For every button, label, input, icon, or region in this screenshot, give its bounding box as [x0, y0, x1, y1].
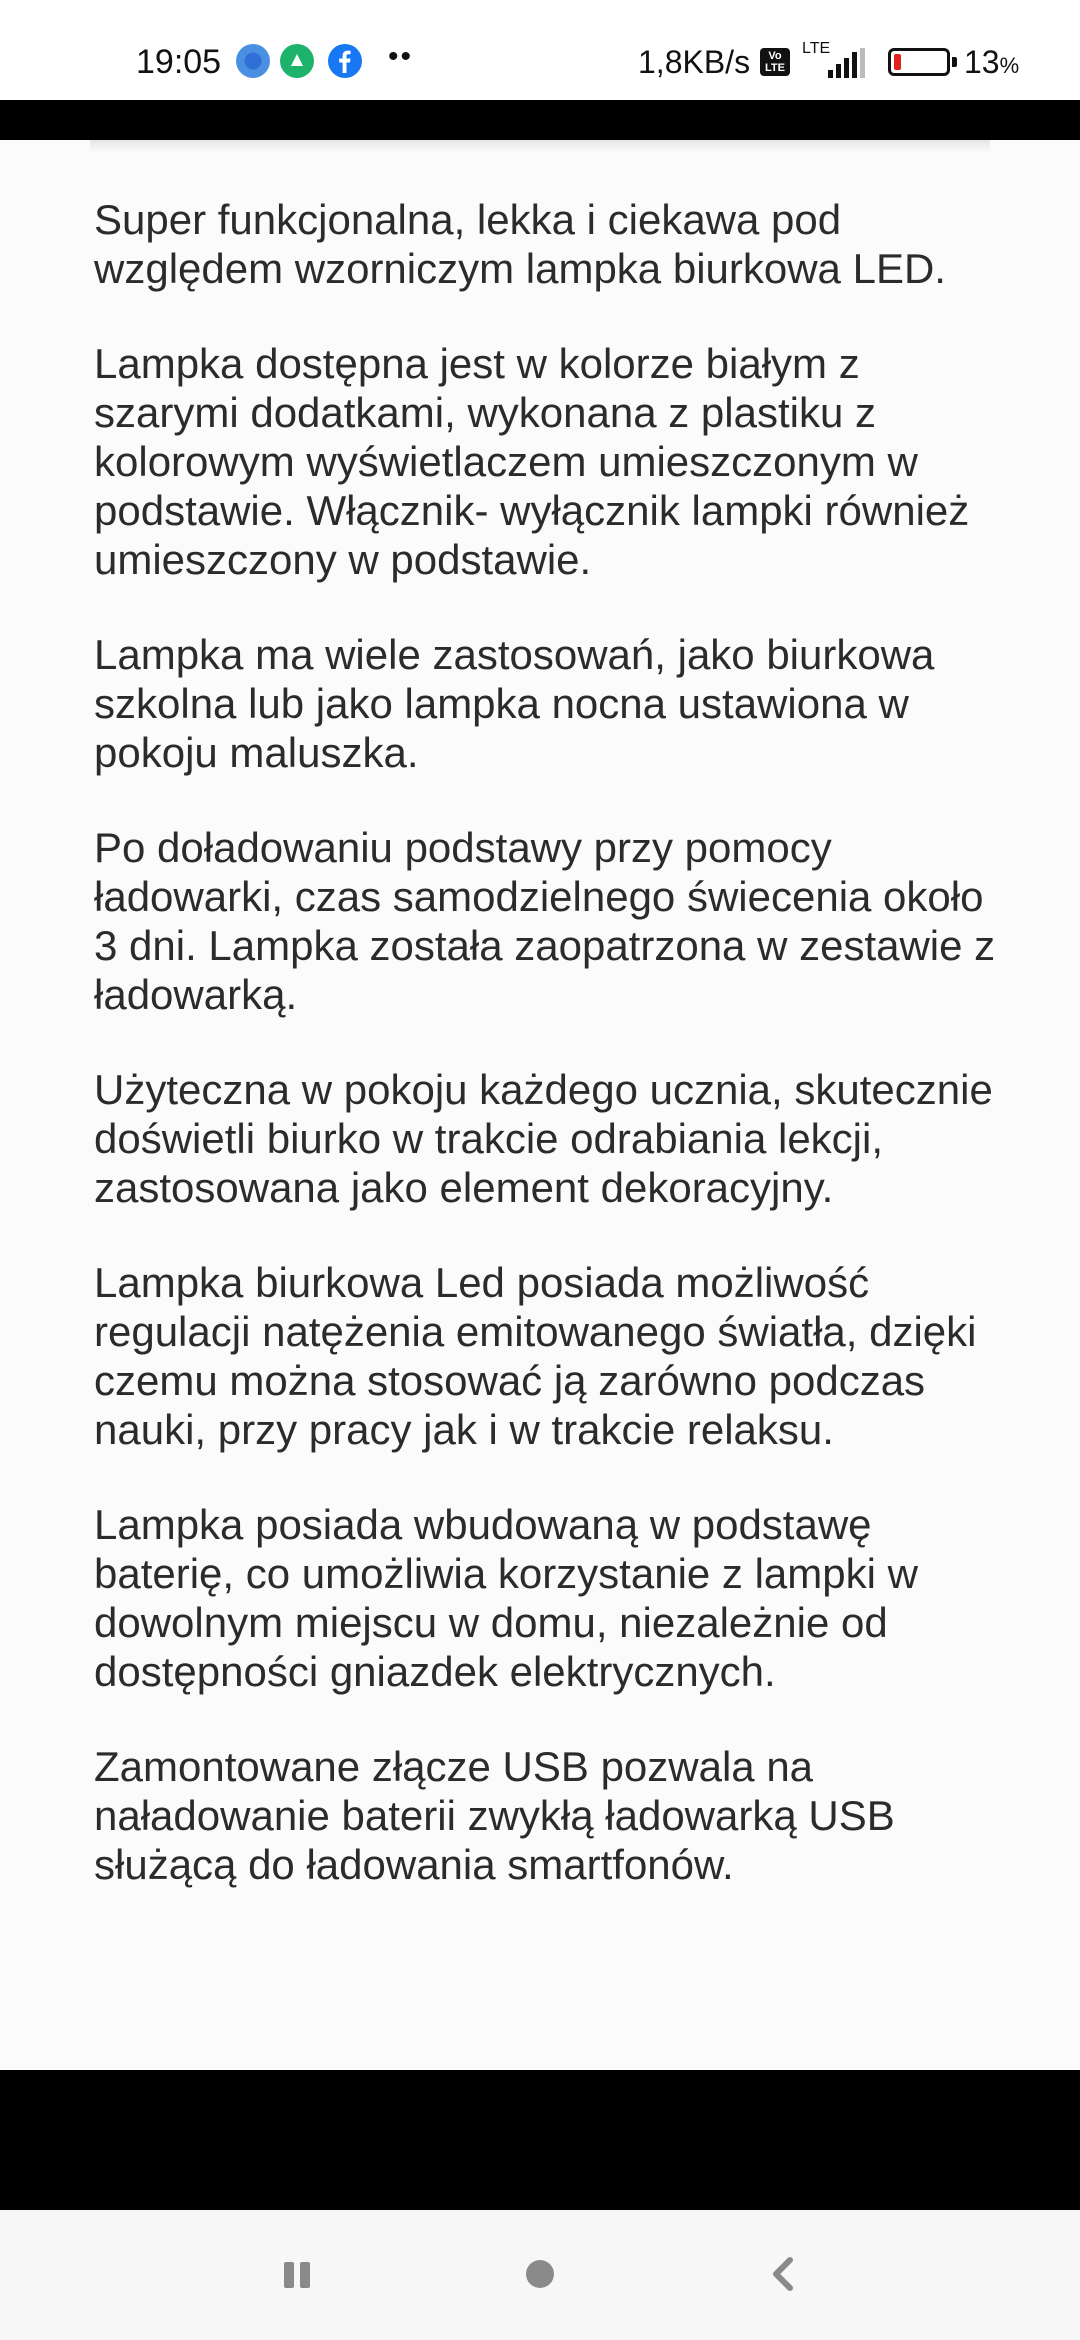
home-icon[interactable] [526, 2260, 554, 2288]
status-time: 19:05 [136, 43, 222, 81]
paragraph: Zamontowane złącze USB pozwala na naładowanie baterii zwykłą ładowarką USB służącą do ładowania smartfonów. [94, 1743, 895, 1888]
paragraph: Po doładowaniu podstawy przy pomocy ładowarki, czas samodzielnego świecenia około 3 dni. Lampka została zaopatrzona w zestawie z ładowarką. [94, 824, 996, 1018]
volte-icon: Vo LTE [760, 48, 790, 76]
battery-percent [964, 42, 1019, 86]
battery-percent-suffix: % [999, 53, 1020, 78]
lte-label: LTE [802, 40, 831, 57]
paragraph: Lampka posiada wbudowaną w podstawę baterię, co umożliwia korzystanie z lampki w dowolnym miejscu w domu, niezależnie od dostępności gniazdek elektrycznych. [94, 1501, 918, 1695]
paragraph: Super funkcjonalna, lekka i ciekawa pod względem wzorniczym lampka biurkowa LED. [94, 196, 946, 292]
recents-icon[interactable] [284, 2262, 312, 2288]
paragraph: Lampka ma wiele zastosowań, jako biurkowa szkolna lub jako lampka nocna ustawiona w pokoju maluszka. [94, 631, 935, 776]
letterbox-top [0, 100, 1080, 140]
description-text [94, 195, 1014, 1935]
description-image[interactable] [0, 140, 1080, 2070]
network-speed: 1,8KB/s [638, 44, 751, 80]
more-notifications-dots: •• [388, 40, 414, 73]
card-shadow [90, 140, 990, 152]
paragraph: Lampka dostępna jest w kolorze białym z szarymi dodatkami, wykonana z plastiku z kolorowym wyświetlaczem umieszczonym w podstawie. Włącznik- wyłącznik lampki również umieszczony w podstawie. [94, 340, 970, 583]
green-app-icon [280, 44, 314, 78]
paragraph: Użyteczna w pokoju każdego ucznia, skutecznie doświetli biurko w trakcie odrabiania lekcji, zastosowana jako element dekoracyjny. [94, 1066, 993, 1211]
letterbox-bottom [0, 2070, 1080, 2210]
battery-icon [888, 48, 950, 76]
navigation-bar [0, 2210, 1080, 2340]
status-bar [0, 0, 1080, 100]
signal-icon [826, 48, 866, 78]
facebook-icon [328, 44, 362, 78]
battery-tip [952, 57, 957, 67]
back-icon[interactable] [764, 2254, 804, 2294]
battery-level-fill [894, 54, 901, 70]
chrome-icon [236, 44, 270, 78]
paragraph: Lampka biurkowa Led posiada możliwość regulacji natężenia emitowanego światła, dzięki czemu można stosować ją zarówno podczas nauki, przy pracy jak i w trakcie relaksu. [94, 1259, 977, 1453]
battery-percent-value: 13 [964, 44, 1000, 80]
